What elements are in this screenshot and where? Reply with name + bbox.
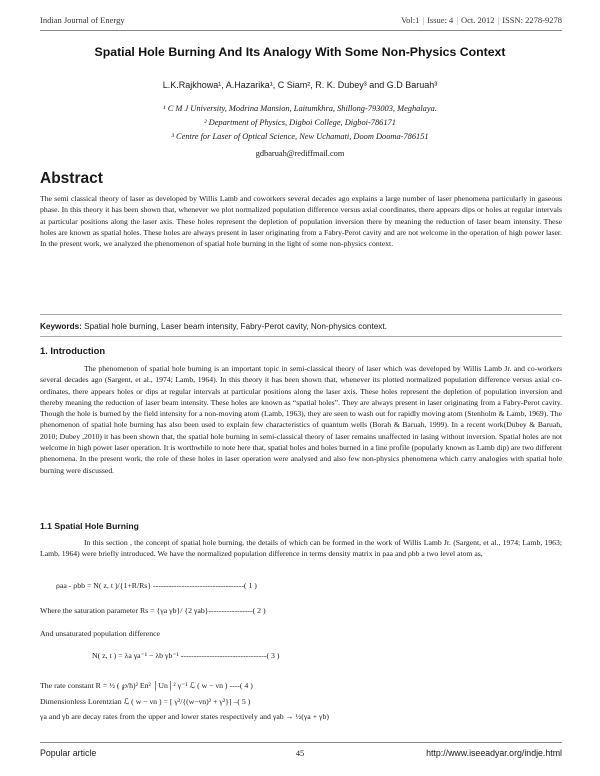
affiliation-1: ¹ C M J University, Modrina Mansion, Laitumkhra, Shillong-793003, Meghalaya. bbox=[163, 104, 437, 113]
keywords-text: Spatial hole burning, Laser beam intensity, Fabry-Perot cavity, Non-physics context. bbox=[81, 322, 387, 331]
issn: ISSN: 2278-9278 bbox=[502, 15, 562, 25]
decay-rate-note: γa and γb are decay rates from the upper and lower states respectively and γab → ½(γa + γb) bbox=[40, 712, 329, 721]
affiliation-3: ³ Centre for Laser of Optical Science, New Uchamati, Doom Dooma-786151 bbox=[171, 132, 429, 141]
journal-url[interactable]: http://www.iseeadyar.org/indje.html bbox=[426, 748, 562, 758]
author-list: L.K.Rajkhowa¹, A.Hazarika¹, C Siam², R. K. Dubey³ and G.D Baruah³ bbox=[162, 80, 438, 90]
issue-info: Vol:1 | Issue: 4 | Oct. 2012 | ISSN: 2278-9278 bbox=[401, 15, 562, 25]
article-type: Popular article bbox=[40, 748, 97, 758]
abstract-heading: Abstract bbox=[40, 170, 103, 187]
equation-2: Where the saturation parameter Rs = {γa γb}/ {2 γab}-----------------( 2 ) bbox=[40, 606, 266, 615]
introduction-text: The phenomenon of spatial hole burning is an important topic in semi-classical theory of laser which was developed by Willis Lamb Jr. and co-workers several decades ago (Sargent, et al., 1974; Lamb, 1964). In this theory it has been shown that, whenever its plotted normalized population difference versus axial co-ordinates, there appears holes or dips at regular intervals at particular positions along the laser axis. These holes represent the depletion of population inversion and thereby meaning the reduction of laser beam intensity. These holes are known as “spatial holes”. They are always present in laser originating from a Fabry-Perot cavity. Though the hole is burned by the field intensity for a non-moving atom (Lamb, 1963), they are seen to wash out for rapidly moving atom (Stenholm & Lamb, 1969). The phenomenon of spatial hole burning has also been used to explain few characteristics of quantum wells (Borah & Baruah, 1999). In a recent work(Dubey & Baruah, 2010; Dubey ,2010) it has been shown that, the spatial hole burning in semi-classical theory of laser remains unaffected in lasing without inversion. Spatial holes are not welcome in high power laser operation. It is worthwhile to note here that, spatial holes and holes burned in a line profile (popularly known as Lamb dip) are two different phenomena. In the present work, the role of these holes in laser operation were analysed and also few non-physics phenomena which carry analogies with spatial hole burning were discussed. bbox=[40, 364, 562, 475]
subsection-heading-spatial-hole-burning: 1.1 Spatial Hole Burning bbox=[40, 521, 139, 531]
issue: Issue: 4 bbox=[427, 15, 454, 25]
page-number: 45 bbox=[295, 748, 305, 758]
unsaturated-label: And unsaturated population difference bbox=[40, 629, 161, 638]
subsection-text: In this section , the concept of spatial hole burning, the details of which can be formed in the work of Willis Lamb Jr. (Sargent, et al., 1974; Lamb, 1963; Lamb, 1964) were briefly introduced. We have the normalized population difference in terms density matrix in ρaa and ρbb a two level atom as, bbox=[40, 538, 562, 559]
keywords-bottom-rule bbox=[40, 336, 562, 337]
equation-1: ρaa - ρbb = N( z, t )/{1+R/Rs} -----------------------------------( 1 ) bbox=[56, 581, 257, 590]
date: Oct. 2012 bbox=[461, 15, 495, 25]
journal-name: Indian Journal of Energy bbox=[40, 15, 125, 25]
section-heading-introduction: 1. Introduction bbox=[40, 345, 106, 356]
running-header bbox=[40, 12, 562, 28]
abstract-text: The semi classical theory of laser as developed by Willis Lamb and coworkers several decades ago explains a large number of laser phenomena particularly in gaseous phase. In this theory it has been shown that, whenever we plot normalized population difference versus axial coordinates, there appears dips or holes at regular intervals at particular positions along the laser axis. These holes represent the depletion of population inversion there by meaning the reduction of laser beam intensity. These holes are known as spatial holes. These holes are always present in laser originating from a Fabry-Perot cavity and are not welcome in the operation of high power laser. In the present work, we analyzed the phenomenon of spatial hole burning in the light of some non-physics context. bbox=[40, 194, 562, 249]
equation-5: Dimensionless Lorentzian ℒ ( w − νn ) = [ γ²/{(w−νn)² + γ²}] –( 5 ) bbox=[40, 697, 251, 706]
keywords-top-rule bbox=[40, 314, 562, 315]
affiliation-2: ² Department of Physics, Digboi College, Digboi-786171 bbox=[204, 118, 396, 127]
paper-title: Spatial Hole Burning And Its Analogy With Some Non-Physics Context bbox=[94, 45, 506, 59]
equation-4: The rate constant R = ½ ( ℘/ħ)² En² │Un│² γ⁻¹ ℒ ( w − νn ) ----( 4 ) bbox=[40, 681, 253, 690]
header-rule bbox=[40, 30, 562, 31]
equation-3: N( z, t ) = λa γa⁻¹ − λb γb⁻¹ ---------------------------------( 3 ) bbox=[92, 651, 280, 660]
keywords-line bbox=[40, 322, 387, 331]
volume: Vol:1 bbox=[401, 15, 420, 25]
keywords-label: Keywords: bbox=[40, 322, 82, 331]
contact-email: gdbaruah@rediffmail.com bbox=[255, 149, 345, 158]
footer-rule bbox=[40, 742, 562, 743]
